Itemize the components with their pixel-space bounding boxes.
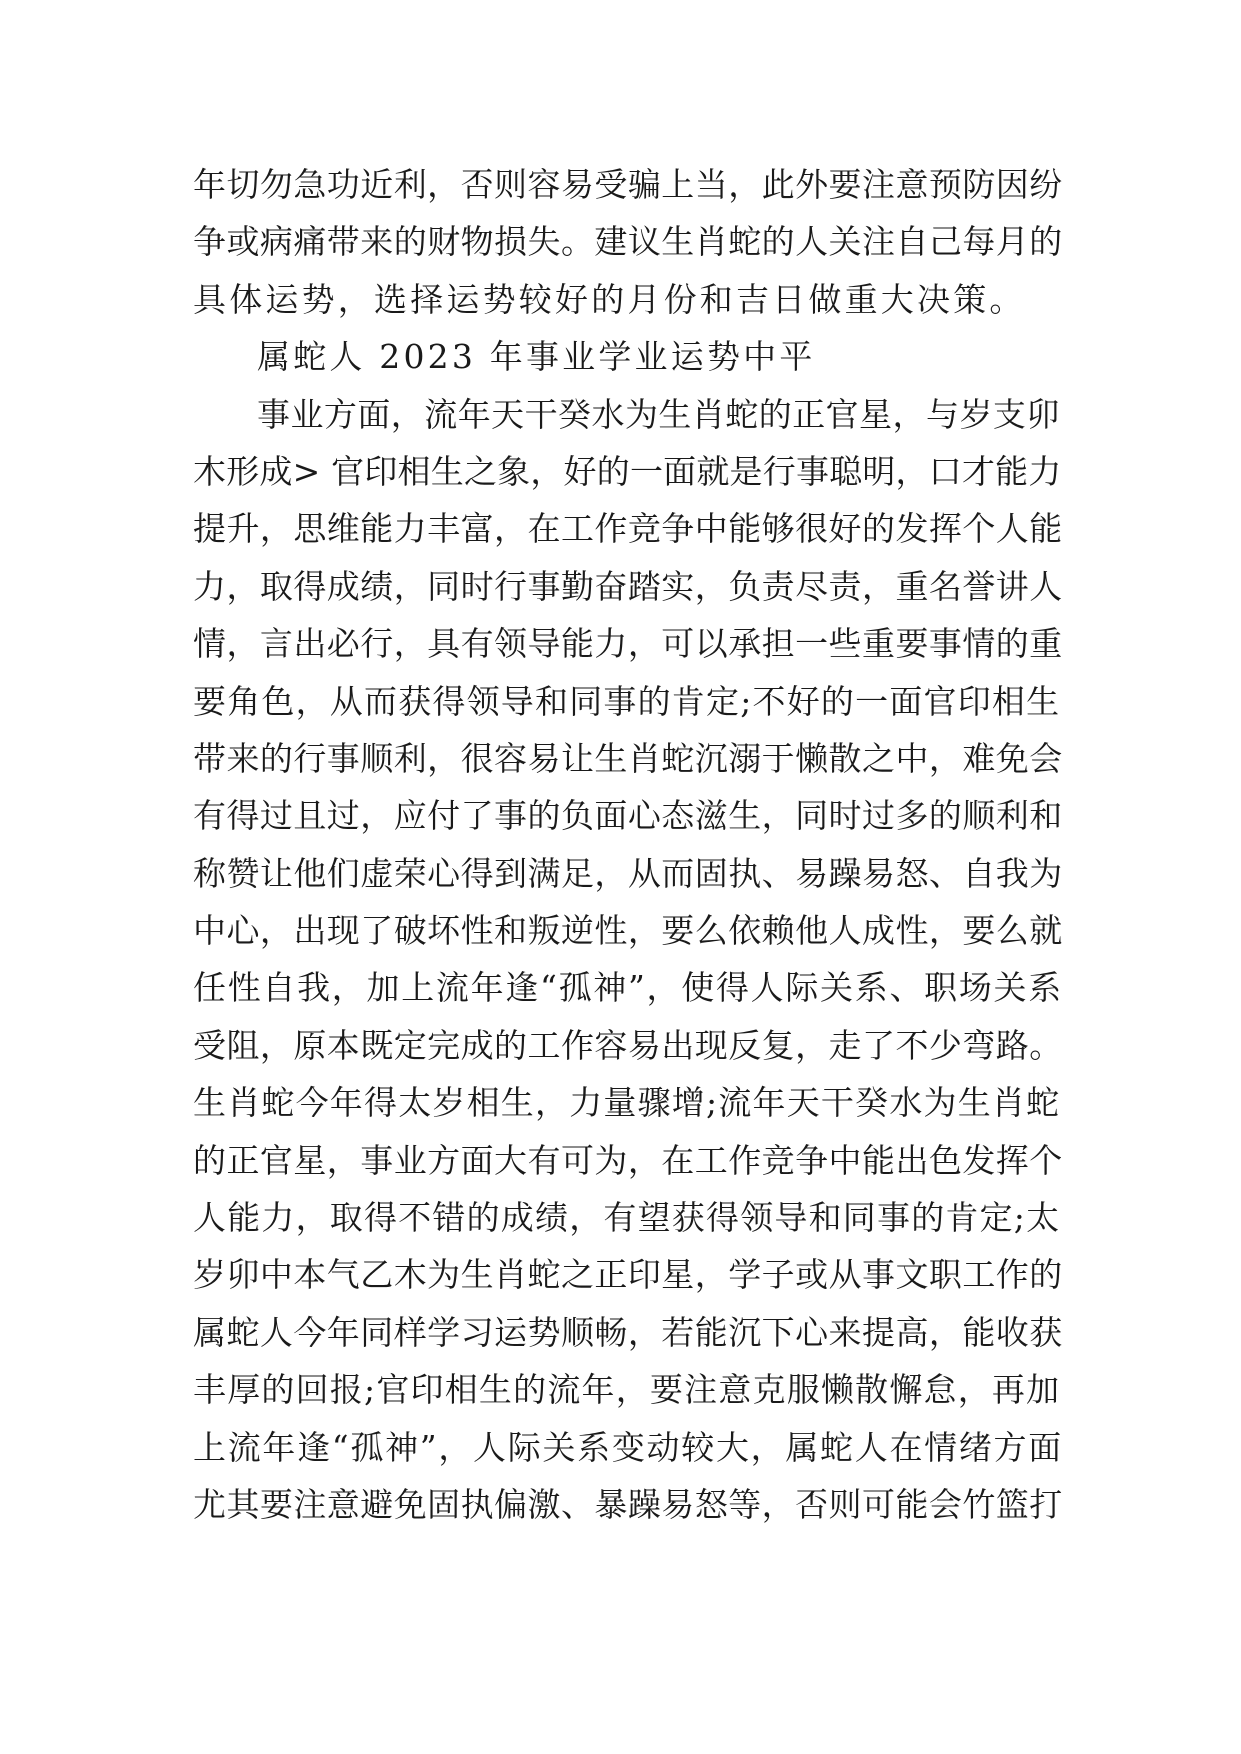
- text-line: 要角色，从而获得领导和同事的肯定;不好的一面官印相生: [193, 681, 1061, 721]
- text-line: 提升，思维能力丰富，在工作竞争中能够很好的发挥个人能: [193, 509, 1063, 549]
- text-line: 有得过且过，应付了事的负面心态滋生，同时过多的顺利和: [193, 796, 1063, 836]
- paragraph-start-line: 属蛇人 2023 年事业学业运势中平: [257, 337, 816, 377]
- text-line: 称赞让他们虚荣心得到满足，从而固执、易躁易怒、自我为: [193, 853, 1063, 893]
- text-line: 属蛇人今年同样学习运势顺畅，若能沉下心来提高，能收获: [193, 1312, 1063, 1352]
- text-line: 情，言出必行，具有领导能力，可以承担一些重要事情的重: [193, 624, 1063, 664]
- text-line: 生肖蛇今年得太岁相生，力量骤增;流年天干癸水为生肖蛇: [193, 1083, 1061, 1123]
- text-line: 丰厚的回报;官印相生的流年，要注意克服懒散懈怠，再加: [193, 1370, 1061, 1410]
- text-line: 上流年逢“孤神”，人际关系变动较大，属蛇人在情绪方面: [193, 1427, 1063, 1467]
- text-line: 的正官星，事业方面大有可为，在工作竞争中能出色发挥个: [193, 1140, 1063, 1180]
- text-line: 人能力，取得不错的成绩，有望获得领导和同事的肯定;太: [193, 1198, 1061, 1238]
- text-line: 年切勿急功近利，否则容易受骗上当，此外要注意预防因纷: [193, 165, 1063, 204]
- text-line: 受阻，原本既定完成的工作容易出现反复，走了不少弯路。: [193, 1025, 1063, 1065]
- text-line: 岁卯中本气乙木为生肖蛇之正印星，学子或从事文职工作的: [193, 1255, 1063, 1295]
- text-line: 具体运势，选择运势较好的月份和吉日做重大决策。: [193, 279, 1026, 319]
- text-line: 尤其要注意避免固执偏激、暴躁易怒等，否则可能会竹篮打: [193, 1484, 1063, 1524]
- text-line: 争或病痛带来的财物损失。建议生肖蛇的人关注自己每月的: [193, 222, 1063, 262]
- text-line: 木形成> 官印相生之象，好的一面就是行事聪明，口才能力: [193, 451, 1062, 491]
- paragraph-start-line: 事业方面，流年天干癸水为生肖蛇的正官星，与岁支卯: [257, 394, 1060, 434]
- text-line: 带来的行事顺利，很容易让生肖蛇沉溺于懒散之中，难免会: [193, 738, 1063, 778]
- text-line: 任性自我，加上流年逢“孤神”，使得人际关系、职场关系: [193, 968, 1063, 1008]
- document-body: [193, 156, 1063, 1533]
- text-line: 中心，出现了破坏性和叛逆性，要么依赖他人成性，要么就: [193, 911, 1063, 951]
- text-line: 力，取得成绩，同时行事勤奋踏实，负责尽责，重名誉讲人: [193, 566, 1063, 606]
